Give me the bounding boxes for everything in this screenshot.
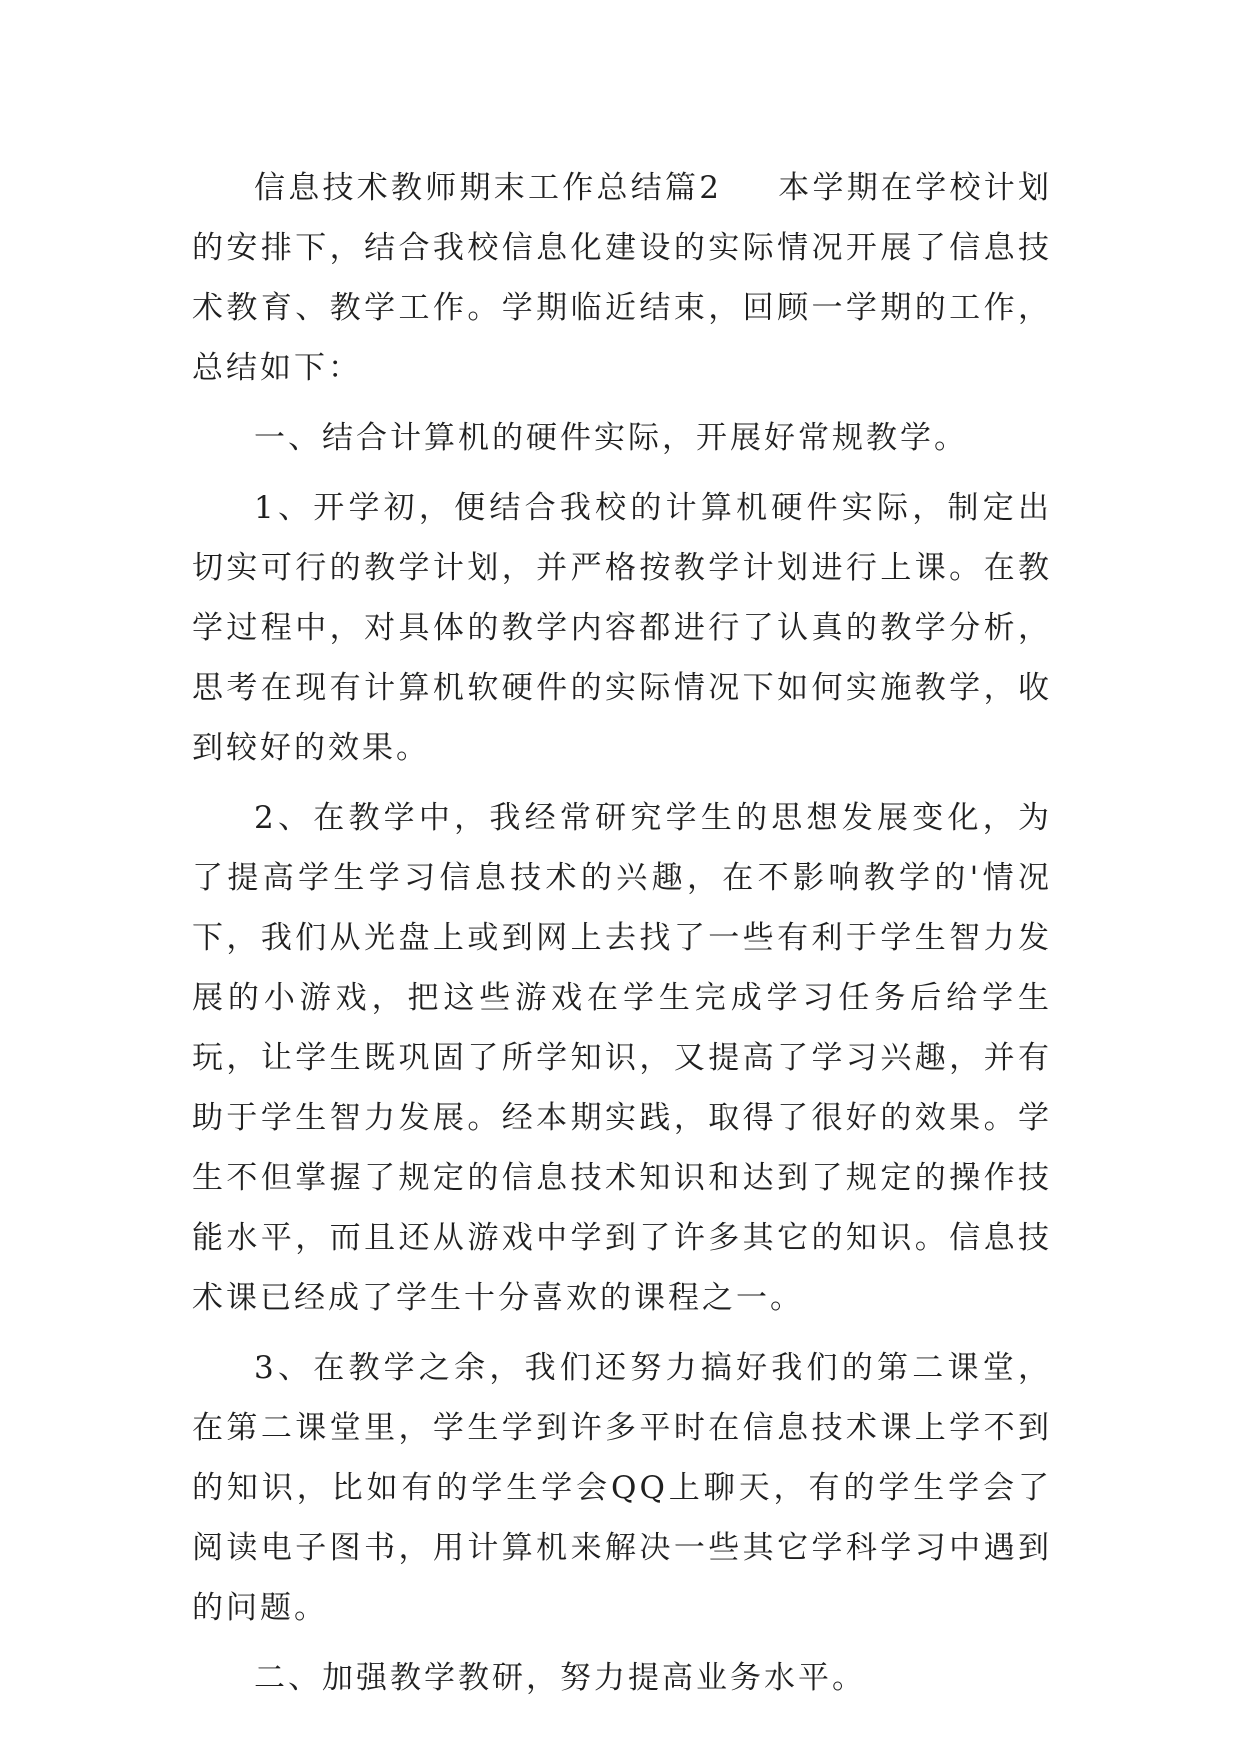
body-paragraph-1: 1、开学初，便结合我校的计算机硬件实际，制定出切实可行的教学计划，并严格按教学计划进行上课。在教学过程中，对具体的教学内容都进行了认真的教学分析，思考在现有计算机软硬件的实际情况下如何实施教学，收到较好的效果。 (192, 490, 1052, 766)
body-paragraph-2: 2、在教学中，我经常研究学生的思想发展变化，为了提高学生学习信息技术的兴趣，在不影响教学的'情况下，我们从光盘上或到网上去找了一些有利于学生智力发展的小游戏，把这些游戏在学生完成学习任务后给学生玩，让学生既巩固了所学知识，又提高了学习兴趣，并有助于学生智力发展。经本期实践，取得了很好的效果。学生不但掌握了规定的信息技术知识和达到了规定的操作技能水平，而且还从游戏中学到了许多其它的知识。信息技术课已经成了学生十分喜欢的课程之一。 (192, 800, 1052, 1316)
document-title: 信息技术教师期末工作总结篇2 (254, 170, 722, 206)
body-paragraph-3: 3、在教学之余，我们还努力搞好我们的第二课堂，在第二课堂里，学生学到许多平时在信息技术课上学不到的知识，比如有的学生学会QQ上聊天，有的学生学会了阅读电子图书，用计算机来解决一些其它学科学习中遇到的问题。 (192, 1350, 1052, 1626)
intro-text: 本学期在学校计划的安排下，结合我校信息化建设的实际情况开展了信息技术教育、教学工作。学期临近结束，回顾一学期的工作，总结如下： (192, 170, 1052, 386)
document-body (192, 158, 1052, 1708)
section-heading-1: 一、结合计算机的硬件实际，开展好常规教学。 (254, 420, 968, 456)
section-heading-2: 二、加强教学教研，努力提高业务水平。 (254, 1660, 866, 1696)
title-paragraph (192, 158, 1052, 398)
